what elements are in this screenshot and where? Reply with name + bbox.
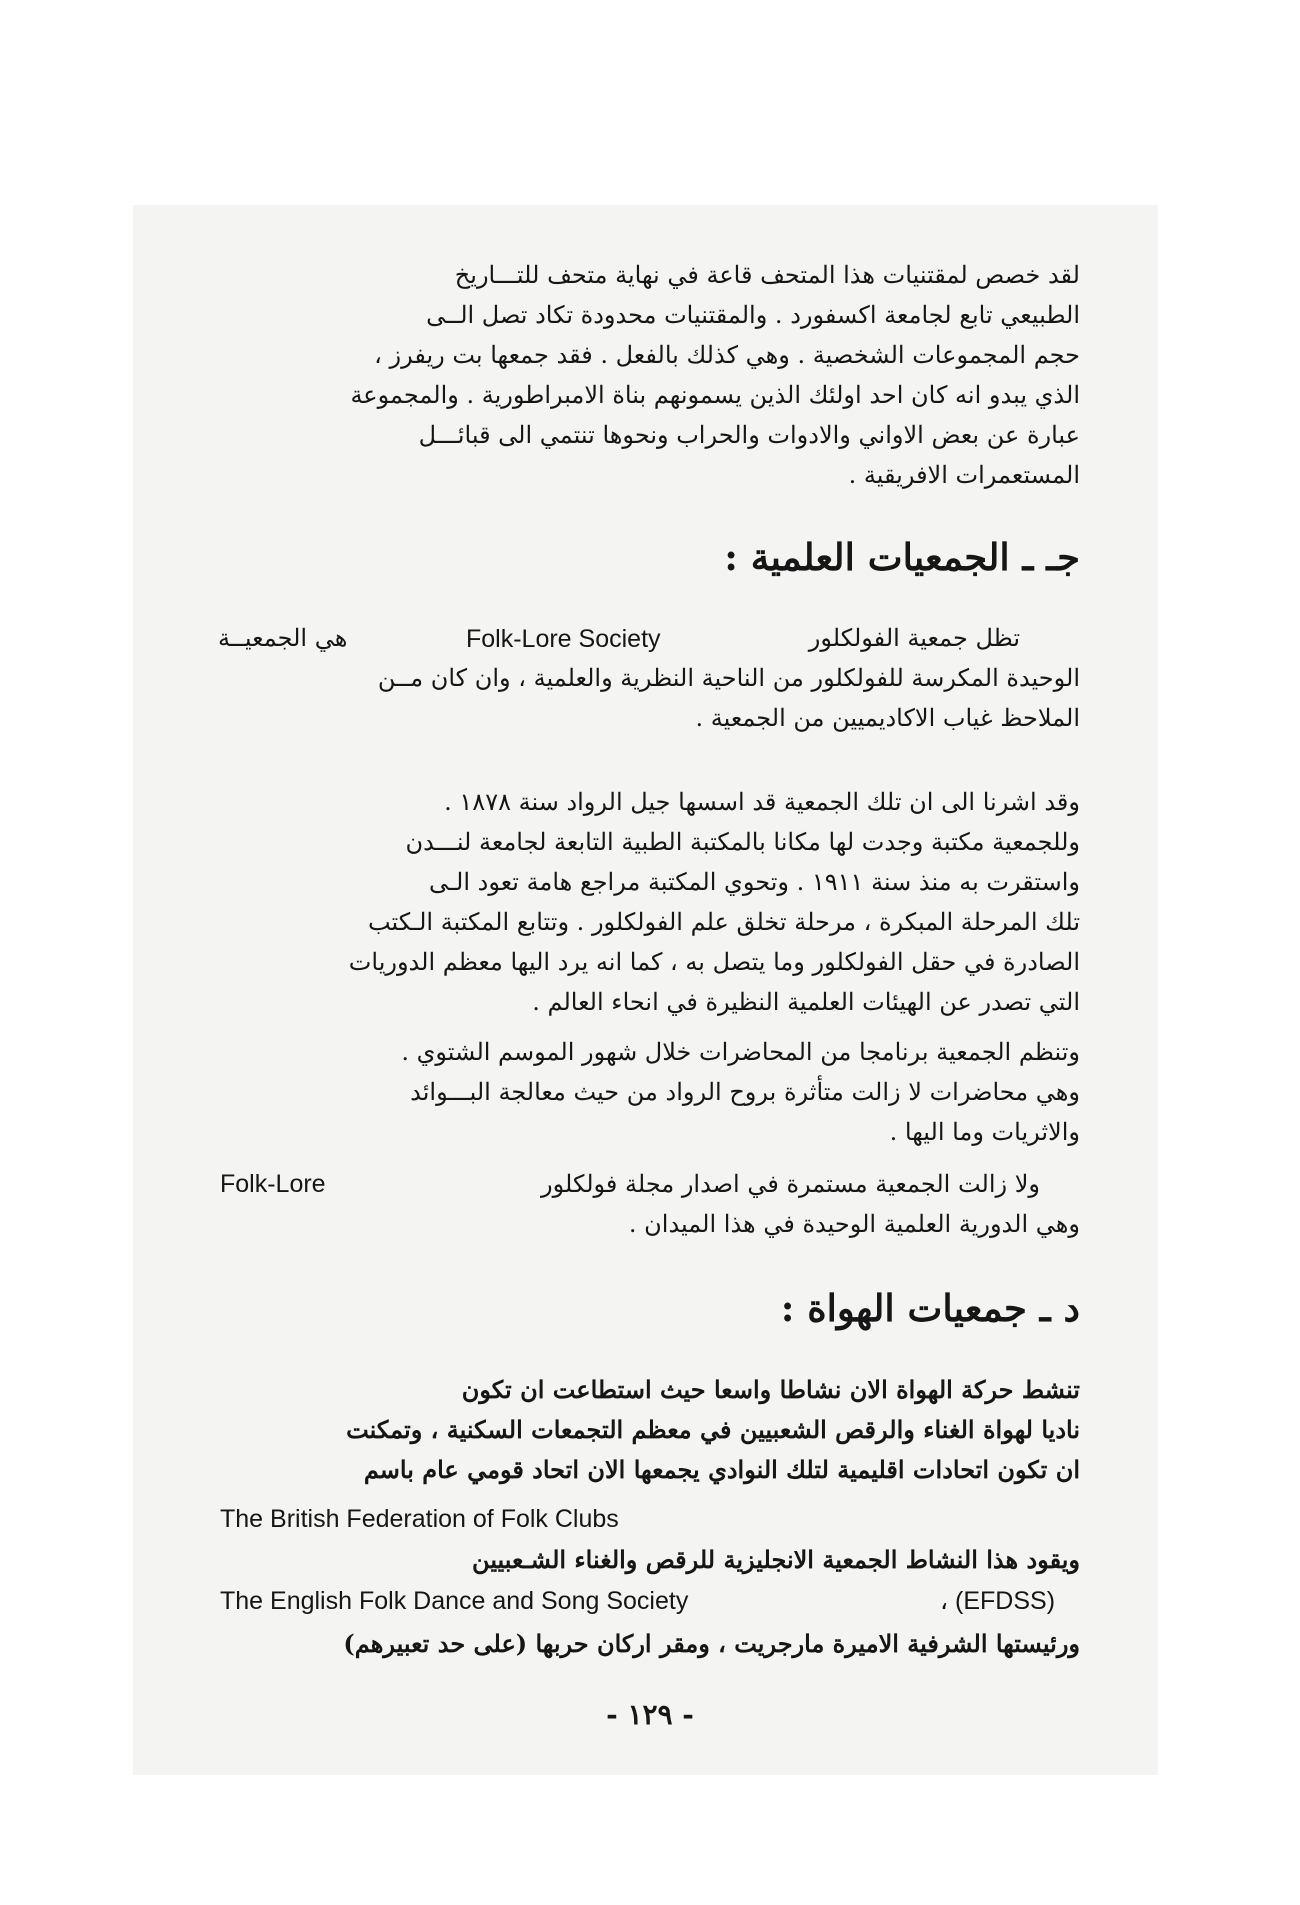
final-line — [218, 1624, 1080, 1664]
text-line: الطبيعي تابع لجامعة اكسفورد . والمقتنيات محدودة تكاد تصل الــى — [426, 301, 1080, 329]
text-line: ناديا لهواة الغناء والرقص الشعبيين في معظم التجمعات السكنية ، وتمكنت — [346, 1415, 1080, 1444]
society-line-1-start: تظل جمعية الفولكلور — [808, 624, 1020, 652]
society-line-1-end — [218, 618, 1080, 658]
efdss-abbreviation: ، (EFDSS) — [940, 1587, 1056, 1615]
heading-amateur-societies: د ـ جمعيات الهواة : — [780, 1286, 1080, 1330]
efdss-latin-name: The English Folk Dance and Song Society — [220, 1587, 689, 1615]
text-line: عبارة عن بعض الاواني والادوات والحراب ونحوها تنتمي الى قبائـــل — [418, 421, 1080, 449]
journal-line-1-text: ولا زالت الجمعية مستمرة في اصدار مجلة فولكلور — [541, 1170, 1040, 1198]
text-line: الذي يبدو انه كان احد اولئك الذين يسمونهم بناة الامبراطورية . والمجموعة — [350, 381, 1080, 409]
efdss-line — [218, 1540, 1080, 1580]
text-line: الملاحظ غياب الاكاديميين من الجمعية . — [695, 704, 1080, 732]
paragraph-lectures — [218, 1032, 1080, 1152]
text-line: وتنظم الجمعية برنامجا من المحاضرات خلال شهور الموسم الشتوي . — [401, 1038, 1080, 1066]
text-line: لقد خصص لمقتنيات هذا المتحف قاعة في نهاية متحف للتـــاريخ — [454, 261, 1080, 289]
text-line: وقد اشرنا الى ان تلك الجمعية قد اسسها جيل الرواد سنة ١٨٧٨ . — [444, 788, 1080, 816]
journal-line-1 — [218, 1164, 1080, 1204]
text-line: تنشط حركة الهواة الان نشاطا واسعا حيث استطاعت ان تكون — [461, 1375, 1080, 1404]
journal-latin-name: Folk-Lore — [220, 1170, 326, 1198]
text-line: وللجمعية مكتبة وجدت لها مكانا بالمكتبة الطبية التابعة لجامعة لنـــدن — [405, 828, 1080, 856]
journal-line-2 — [218, 1204, 1080, 1244]
text-line: الصادرة في حقل الفولكلور وما يتصل به ، كما انه يرد اليها معظم الدوريات — [348, 948, 1080, 976]
text-line: واستقرت به منذ سنة ١٩١١ . وتحوي المكتبة مراجع هامة تعود الـى — [429, 868, 1080, 896]
text-line: وهي الدورية العلمية الوحيدة في هذا الميدان . — [628, 1210, 1080, 1238]
text-line: المستعمرات الافريقية . — [848, 461, 1080, 489]
text-line: التي تصدر عن الهيئات العلمية النظيرة في انحاء العالم . — [532, 988, 1080, 1016]
federation-latin-name: The British Federation of Folk Clubs — [220, 1505, 619, 1533]
text-line: ان تكون اتحادات اقليمية لتلك النوادي يجمعها الان اتحاد قومي عام باسم — [363, 1455, 1080, 1484]
text-line: حجم المجموعات الشخصية . وهي كذلك بالفعل . فقد جمعها بت ريفرز ، — [374, 341, 1080, 369]
text-line: ويقود هذا النشاط الجمعية الانجليزية للرقص والغناء الشـعبيين — [472, 1545, 1080, 1574]
heading-scientific-societies: جـ ـ الجمعيات العلمية : — [724, 535, 1080, 579]
society-paragraph-rest — [218, 658, 1080, 738]
text-line: والاثريات وما اليها . — [889, 1118, 1080, 1146]
society-latin-name: Folk-Lore Society — [466, 625, 661, 653]
paragraph-amateurs — [218, 1370, 1080, 1490]
text-line: الوحيدة المكرسة للفولكلور من الناحية النظرية والعلمية ، وان كان مــن — [377, 664, 1080, 692]
text-line: تلك المرحلة المبكرة ، مرحلة تخلق علم الفولكلور . وتتابع المكتبة الـكتب — [367, 908, 1080, 936]
page-number: - ١٢٩ - — [606, 1698, 694, 1731]
society-line-1-end-text: هي الجمعيــة — [218, 624, 348, 652]
text-line: ورئيستها الشرفية الاميرة مارجريت ، ومقر اركان حربها (على حد تعبيرهم) — [343, 1629, 1080, 1658]
text-line: وهي محاضرات لا زالت متأثرة بروح الرواد من حيث معالجة البـــوائد — [410, 1078, 1080, 1106]
paragraph-library — [218, 782, 1080, 1022]
paragraph-intro — [218, 255, 1080, 495]
